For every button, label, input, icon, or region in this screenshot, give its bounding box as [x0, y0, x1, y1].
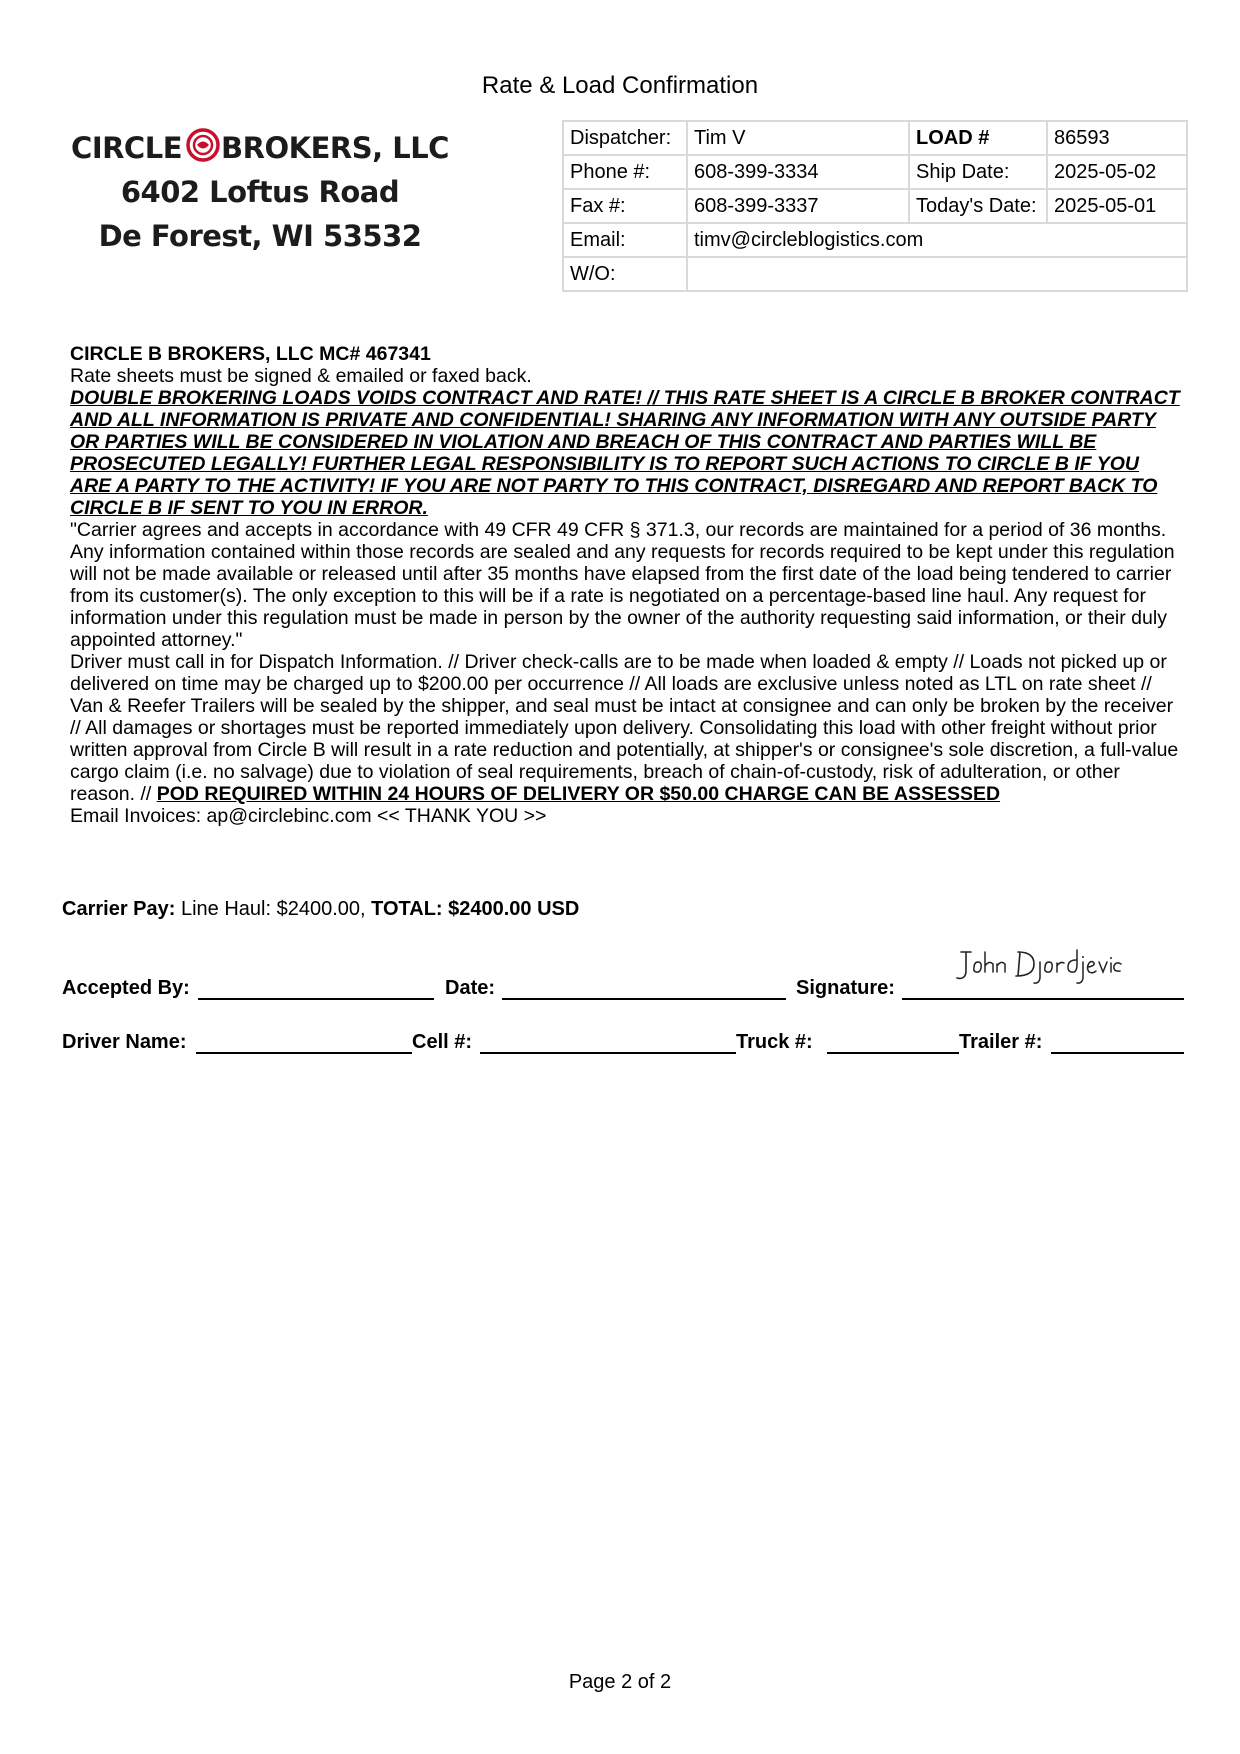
email-label: Email: [563, 223, 687, 257]
dispatch-info-table [562, 120, 1188, 292]
fax-label: Fax #: [563, 189, 687, 223]
page-number: Page 2 of 2 [568, 1671, 672, 1693]
work-order-label: W/O: [563, 257, 687, 291]
rate-sheet-note: Rate sheets must be signed & emailed or faxed back. [70, 365, 532, 387]
phone-value: 608-399-3334 [687, 155, 909, 189]
cell-field[interactable] [480, 1050, 736, 1054]
trailer-label: Trailer #: [959, 1031, 1043, 1053]
driver-info-row [62, 1016, 1184, 1054]
date-field[interactable] [502, 996, 786, 1000]
circle-b-logo-icon [186, 128, 220, 162]
work-order-value [687, 257, 1187, 291]
table-row [563, 223, 1187, 257]
table-row [563, 189, 1187, 223]
ship-date-label: Ship Date: [909, 155, 1047, 189]
todays-date-label: Today's Date: [909, 189, 1047, 223]
total-amount: TOTAL: $2400.00 USD [371, 898, 580, 920]
ship-date-value: 2025-05-02 [1047, 155, 1187, 189]
logo-company-name-part2: BROKERS, LLC [221, 131, 449, 165]
logo-address-line1: 6402 Loftus Road [120, 175, 400, 209]
phone-label: Phone #: [563, 155, 687, 189]
table-row [563, 257, 1187, 291]
logo-address-line2: De Forest, WI 53532 [98, 219, 422, 253]
company-logo [70, 126, 450, 258]
load-number-value: 86593 [1047, 121, 1187, 155]
records-clause: "Carrier agrees and accepts in accordance with 49 CFR 49 CFR § 371.3, our records are maintained for a period of 36 months. Any information contained within those records are sealed and any requests for records required to be kept under this regulation will not be made available or released until after 35 months have elapsed from the first date of the load being tendered to carrier from its customer(s). The only exception to this will be if a rate is negotiated on a percentage-based line haul. Any request for information under this regulation must be made in person by the owner of the authority requesting said information, or their duly appointed attorney." [70, 519, 1175, 651]
accepted-by-field[interactable] [198, 996, 434, 1000]
load-number-label: LOAD # [909, 121, 1047, 155]
truck-field[interactable] [827, 1050, 959, 1054]
fax-value: 608-399-3337 [687, 189, 909, 223]
signature-field[interactable] [902, 996, 1184, 1000]
driver-name-label: Driver Name: [62, 1031, 187, 1053]
date-label: Date: [445, 977, 496, 999]
pod-notice: POD REQUIRED WITHIN 24 HOURS OF DELIVERY OR $50.00 CHARGE CAN BE ASSESSED [156, 783, 1001, 805]
double-brokering-warning: DOUBLE BROKERING LOADS VOIDS CONTRACT AND RATE! // THIS RATE SHEET IS A CIRCLE B BROKER CONTRACT AND ALL INFORMATION IS PRIVATE AND CONFIDENTIAL! SHARING ANY INFORMATION WITH ANY OUTSIDE PARTY OR PARTIES WILL BE CONSIDERED IN VIOLATION AND BREACH OF THIS CONTRACT AND PARTIES WILL BE PROSECUTED LEGALLY! FURTHER LEGAL RESPONSIBILITY IS TO REPORT SUCH ACTIONS TO CIRCLE B IF YOU ARE A PARTY TO THE ACTIVITY! IF YOU ARE NOT PARTY TO THIS CONTRACT, DISREGARD AND REPORT BACK TO CIRCLE B IF SENT TO YOU IN ERROR. [70, 387, 1180, 519]
dispatcher-label: Dispatcher: [563, 121, 687, 155]
trailer-field[interactable] [1051, 1050, 1184, 1054]
truck-label: Truck #: [736, 1031, 813, 1053]
todays-date-value: 2025-05-01 [1047, 189, 1187, 223]
document-title: Rate & Load Confirmation [481, 72, 759, 99]
signature-label: Signature: [796, 977, 895, 999]
logo-company-name-part1: CIRCLE [71, 131, 183, 165]
driver-instructions [70, 651, 1180, 805]
email-invoices: Email Invoices: ap@circlebinc.com << THANK YOU >> [70, 805, 547, 827]
email-value: timv@circleblogistics.com [687, 223, 1187, 257]
line-haul-amount: Line Haul: $2400.00, [175, 898, 372, 920]
broker-mc-heading: CIRCLE B BROKERS, LLC MC# 467341 [70, 343, 431, 365]
dispatcher-value: Tim V [687, 121, 909, 155]
accepted-by-label: Accepted By: [62, 977, 190, 999]
handwritten-signature [952, 948, 1122, 988]
table-row [563, 155, 1187, 189]
table-row [563, 121, 1187, 155]
carrier-pay-label: Carrier Pay: [62, 898, 176, 920]
logo-company-name [70, 126, 450, 170]
driver-name-field[interactable] [196, 1050, 412, 1054]
cell-label: Cell #: [412, 1031, 473, 1053]
carrier-pay [62, 898, 579, 921]
terms-section [70, 343, 1180, 827]
driver-instructions-text: Driver must call in for Dispatch Information. // Driver check-calls are to be made when loaded & empty // Loads not picked up or delivered on time may be charged up to $200.00 per occurrence // All loads are exclusive unless noted as LTL on rate sheet // Van & Reefer Trailers will be sealed by the shipper, and seal must be intact at consignee and can only be broken by the receiver // All damages or shortages must be reported immediately upon delivery. Consolidating this load with other freight without prior written approval from Circle B will result in a rate reduction and potentially, at shipper's or consignee's sole discretion, a full-value cargo claim (i.e. no salvage) due to violation of seal requirements, breach of chain-of-custody, risk of adulteration, or other reason. // [70, 651, 1179, 805]
